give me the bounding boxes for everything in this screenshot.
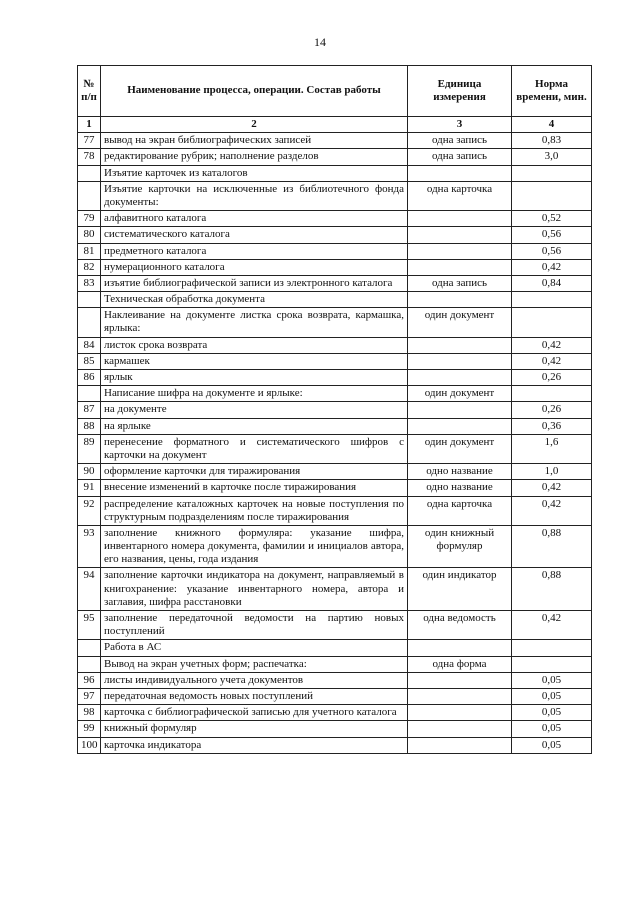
row-unit: одна форма	[408, 656, 512, 672]
table-row	[78, 165, 592, 181]
row-operation: на документе	[101, 402, 408, 418]
row-number: 88	[78, 418, 101, 434]
row-number: 83	[78, 275, 101, 291]
table-row	[78, 149, 592, 165]
table-row	[78, 434, 592, 463]
row-operation: систематического каталога	[101, 227, 408, 243]
row-number	[78, 165, 101, 181]
table-row	[78, 337, 592, 353]
row-number	[78, 656, 101, 672]
row-unit	[408, 165, 512, 181]
row-operation: изъятие библиографической записи из электронного каталога	[101, 275, 408, 291]
row-norm: 0,52	[512, 211, 592, 227]
header-name: Наименование процесса, операции. Состав работы	[101, 66, 408, 117]
table-row	[78, 568, 592, 611]
table-row	[78, 611, 592, 640]
row-number: 90	[78, 464, 101, 480]
row-number: 94	[78, 568, 101, 611]
row-unit: один индикатор	[408, 568, 512, 611]
row-unit	[408, 243, 512, 259]
row-number: 79	[78, 211, 101, 227]
table-row	[78, 525, 592, 568]
row-norm: 0,26	[512, 370, 592, 386]
row-unit	[408, 337, 512, 353]
row-number: 96	[78, 672, 101, 688]
row-number: 85	[78, 353, 101, 369]
row-operation: Наклеивание на документе листка срока возврата, кармашка, ярлыка:	[101, 308, 408, 337]
row-unit	[408, 737, 512, 753]
row-number: 80	[78, 227, 101, 243]
row-operation: Изъятие карточек из каталогов	[101, 165, 408, 181]
row-unit	[408, 640, 512, 656]
table-row	[78, 227, 592, 243]
table-row	[78, 464, 592, 480]
table-row	[78, 480, 592, 496]
row-number: 100	[78, 737, 101, 753]
row-operation: Изъятие карточки на исключенные из библиотечного фонда документы:	[101, 181, 408, 210]
row-number: 99	[78, 721, 101, 737]
row-unit	[408, 292, 512, 308]
row-norm: 0,88	[512, 568, 592, 611]
row-norm: 0,42	[512, 480, 592, 496]
table-row	[78, 275, 592, 291]
row-norm: 3,0	[512, 149, 592, 165]
row-number: 87	[78, 402, 101, 418]
table-row	[78, 181, 592, 210]
table-row	[78, 259, 592, 275]
row-unit	[408, 370, 512, 386]
row-operation: Написание шифра на документе и ярлыке:	[101, 386, 408, 402]
row-unit: одна карточка	[408, 181, 512, 210]
row-norm: 0,84	[512, 275, 592, 291]
row-unit: один документ	[408, 308, 512, 337]
row-operation: заполнение передаточной ведомости на партию новых поступлений	[101, 611, 408, 640]
row-norm	[512, 386, 592, 402]
table-row	[78, 656, 592, 672]
page-number: 14	[314, 35, 326, 49]
row-unit: одна запись	[408, 133, 512, 149]
row-unit	[408, 353, 512, 369]
row-operation: заполнение книжного формуляра: указание шифра, инвентарного номера документа, фамилии и инициалов автора, его названия, цены, года издания	[101, 525, 408, 568]
row-operation: кармашек	[101, 353, 408, 369]
row-operation: Вывод на экран учетных форм; распечатка:	[101, 656, 408, 672]
row-number: 89	[78, 434, 101, 463]
column-number-row	[78, 117, 592, 133]
header-num: № п/п	[78, 66, 101, 117]
header-norm: Норма времени, мин.	[512, 66, 592, 117]
row-norm	[512, 656, 592, 672]
row-norm: 0,05	[512, 721, 592, 737]
table-row	[78, 211, 592, 227]
table-row	[78, 705, 592, 721]
row-operation: карточка индикатора	[101, 737, 408, 753]
row-unit	[408, 705, 512, 721]
row-norm: 0,42	[512, 337, 592, 353]
row-unit	[408, 211, 512, 227]
row-operation: предметного каталога	[101, 243, 408, 259]
row-number	[78, 292, 101, 308]
row-norm	[512, 640, 592, 656]
row-number: 81	[78, 243, 101, 259]
row-unit: один документ	[408, 386, 512, 402]
row-norm: 1,6	[512, 434, 592, 463]
table-row	[78, 672, 592, 688]
row-number: 92	[78, 496, 101, 525]
column-number: 1	[78, 117, 101, 133]
row-norm	[512, 181, 592, 210]
row-number: 78	[78, 149, 101, 165]
row-operation: карточка с библиографической записью для учетного каталога	[101, 705, 408, 721]
row-norm: 0,56	[512, 227, 592, 243]
table-row	[78, 721, 592, 737]
table-row	[78, 418, 592, 434]
row-norm: 0,42	[512, 259, 592, 275]
row-number: 98	[78, 705, 101, 721]
row-operation: листы индивидуального учета документов	[101, 672, 408, 688]
row-operation: внесение изменений в карточке после тиражирования	[101, 480, 408, 496]
row-unit: одна запись	[408, 275, 512, 291]
row-operation: передаточная ведомость новых поступлений	[101, 688, 408, 704]
table-row	[78, 308, 592, 337]
row-norm: 0,42	[512, 496, 592, 525]
row-unit	[408, 418, 512, 434]
column-number: 2	[101, 117, 408, 133]
row-norm: 0,05	[512, 737, 592, 753]
row-norm: 0,05	[512, 672, 592, 688]
row-number: 77	[78, 133, 101, 149]
row-norm: 0,83	[512, 133, 592, 149]
row-norm: 0,42	[512, 611, 592, 640]
table-row	[78, 243, 592, 259]
row-unit	[408, 672, 512, 688]
row-unit	[408, 227, 512, 243]
row-operation: алфавитного каталога	[101, 211, 408, 227]
table-row	[78, 640, 592, 656]
row-operation: распределение каталожных карточек на новые поступления по структурным подразделениям после тиражирования	[101, 496, 408, 525]
table-row	[78, 386, 592, 402]
row-norm: 0,05	[512, 688, 592, 704]
row-number	[78, 308, 101, 337]
column-number: 3	[408, 117, 512, 133]
table-row	[78, 402, 592, 418]
header-unit: Единица измерения	[408, 66, 512, 117]
row-unit: один документ	[408, 434, 512, 463]
time-norms-table	[77, 65, 592, 754]
row-number: 91	[78, 480, 101, 496]
row-operation: книжный формуляр	[101, 721, 408, 737]
table-row	[78, 353, 592, 369]
table-row	[78, 496, 592, 525]
row-number	[78, 640, 101, 656]
row-operation: заполнение карточки индикатора на документ, направляемый в книгохранение: указание инвентарного номера, автора и заглавия, шифра расстановки	[101, 568, 408, 611]
row-operation: Работа в АС	[101, 640, 408, 656]
table-header-row	[78, 66, 592, 117]
row-operation: вывод на экран библиографических записей	[101, 133, 408, 149]
row-norm: 0,42	[512, 353, 592, 369]
table-row	[78, 133, 592, 149]
row-operation: ярлык	[101, 370, 408, 386]
row-number: 95	[78, 611, 101, 640]
table-row	[78, 370, 592, 386]
row-unit	[408, 402, 512, 418]
row-operation: Техническая обработка документа	[101, 292, 408, 308]
row-number: 82	[78, 259, 101, 275]
row-norm: 0,88	[512, 525, 592, 568]
row-norm: 0,56	[512, 243, 592, 259]
row-norm	[512, 292, 592, 308]
row-norm	[512, 308, 592, 337]
row-operation: на ярлыке	[101, 418, 408, 434]
row-operation: листок срока возврата	[101, 337, 408, 353]
row-number	[78, 386, 101, 402]
row-number: 86	[78, 370, 101, 386]
table-row	[78, 737, 592, 753]
row-operation: перенесение форматного и систематического шифров с карточки на документ	[101, 434, 408, 463]
row-unit	[408, 688, 512, 704]
row-unit: одна запись	[408, 149, 512, 165]
row-number: 93	[78, 525, 101, 568]
column-number: 4	[512, 117, 592, 133]
row-unit: один книжный формуляр	[408, 525, 512, 568]
row-norm: 0,36	[512, 418, 592, 434]
row-number: 84	[78, 337, 101, 353]
row-norm: 1,0	[512, 464, 592, 480]
row-norm: 0,05	[512, 705, 592, 721]
table-body	[78, 133, 592, 754]
row-norm	[512, 165, 592, 181]
row-unit: одна карточка	[408, 496, 512, 525]
row-operation: нумерационного каталога	[101, 259, 408, 275]
table-row	[78, 292, 592, 308]
row-norm: 0,26	[512, 402, 592, 418]
row-unit: одна ведомость	[408, 611, 512, 640]
row-operation: редактирование рубрик; наполнение разделов	[101, 149, 408, 165]
row-unit	[408, 259, 512, 275]
row-number: 97	[78, 688, 101, 704]
row-operation: оформление карточки для тиражирования	[101, 464, 408, 480]
row-number	[78, 181, 101, 210]
table-row	[78, 688, 592, 704]
row-unit: одно название	[408, 480, 512, 496]
row-unit: одно название	[408, 464, 512, 480]
row-unit	[408, 721, 512, 737]
